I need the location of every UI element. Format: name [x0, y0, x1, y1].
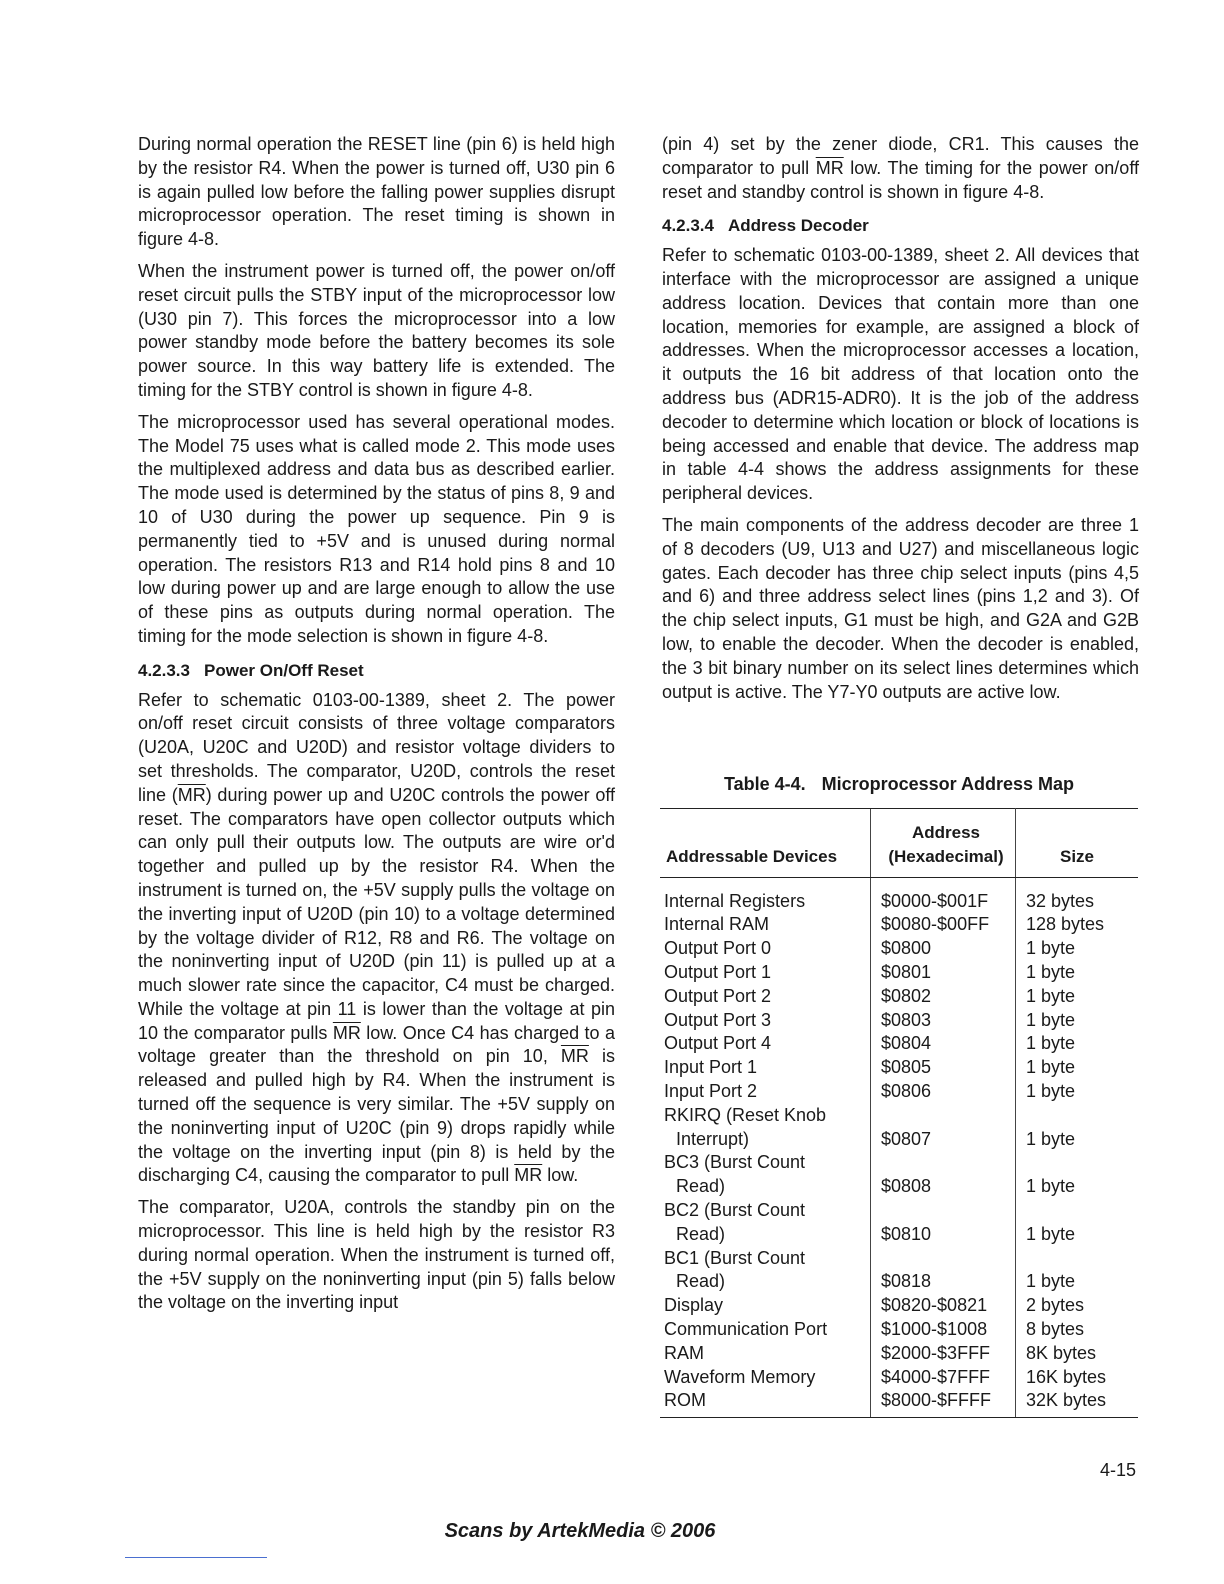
cell-address: $4000-$7FFF	[871, 1366, 1016, 1390]
cell-device	[660, 1080, 871, 1104]
text: is released and pulled high by R4. When the instrument is turned off the sequence is very similar. The +5V supply on the noninverting input of U20C (pin 9) drops rapidly while the voltage on the inverting input (pin 8) is held by the discharging C4, causing the comparator to pull	[138, 1046, 615, 1186]
cell-device	[660, 877, 871, 913]
table-row	[660, 1151, 1138, 1199]
device-name-cont: Interrupt)	[676, 1128, 750, 1149]
table-caption	[660, 774, 1138, 795]
device-name: Output Port 3	[664, 1009, 772, 1030]
cell-device	[660, 1151, 871, 1199]
mr-signal: $\overline{MR}$	[514, 1165, 543, 1186]
section-heading	[662, 214, 1139, 238]
table-title: Microprocessor Address Map	[821, 774, 1075, 794]
cell-device	[660, 985, 871, 1009]
table-row	[660, 1342, 1138, 1366]
page-number: 4-15	[1100, 1460, 1137, 1480]
device-name: BC3 (Burst Count	[664, 1152, 806, 1173]
device-name: Communication Port	[664, 1318, 828, 1339]
text: low. Once C4 has charged to a voltage greater than the threshold on pin 10,	[138, 1022, 615, 1067]
cell-device	[660, 913, 871, 937]
table-row	[660, 1104, 1138, 1152]
section-title: Address Decoder	[728, 216, 869, 236]
device-name: Internal Registers	[664, 890, 806, 911]
header-size: Size	[1016, 809, 1139, 878]
cell-size: 128 bytes	[1026, 914, 1105, 935]
header-address	[871, 809, 1016, 878]
mr-signal: $\overline{MR}$	[560, 1046, 589, 1067]
text: low.	[542, 1165, 579, 1186]
cell-size: 16K bytes	[1026, 1366, 1107, 1387]
paragraph: The main components of the address decoder are three 1 of 8 decoders (U9, U13 and U27) and miscellaneous logic gates. Each decoder has three chip select inputs (pins 4,5 and 6) and three address select lines (pins 1,2 and 3). Of the chip select inputs, G1 must be high, and G2A and G2B low, to enable the decoder. When the decoder is enabled, the 3 bit binary number on its select lines determines which output is active. The Y7-Y0 outputs are active low.	[662, 514, 1139, 702]
text: (pin 4) set by the zener diode, CR1. This causes the comparator to pull	[662, 134, 1139, 178]
device-name: Output Port 2	[664, 985, 772, 1006]
cell-size: 1 byte	[1026, 961, 1076, 982]
device-name-cont: Read)	[676, 1223, 726, 1244]
header-devices: Addressable Devices	[660, 809, 871, 878]
table-row	[660, 1009, 1138, 1033]
cell-address: $0801	[871, 961, 1016, 985]
cell-size: 1 byte	[1026, 938, 1076, 959]
paragraph: Refer to schematic 0103-00-1389, sheet 2. All devices that interface with the microprocessor are assigned a unique address location. Devices that contain more than one location, memories for example, are assigned a block of addresses. When the microprocessor accesses a location, it outputs the 16 bit address of that location onto the address bus (ADR15-ADR0). It is the job of the address decoder to determine which location or block of locations is being accessed and enable that device. The address map in table 4-4 shows the address assignments for these peripheral devices.	[662, 245, 1139, 504]
text: ) during power up and U20C controls the power off reset. The comparators have open collector outputs which can only pull their outputs low. The outputs are wire or'd together and pulled up by the resistor R4. When the instrument is turned on, the +5V supply pulls the voltage on the inverting input of U20D (pin 10) to a voltage determined by the voltage divider of R12, R8 and R6. The voltage on the noninverting input of U20D (pin 11) is pulled up at a much slower rate since the capacitor, C4 must be charged. While the voltage at pin 11 is lower than the voltage at pin 10 the comparator pulls	[138, 784, 616, 1043]
paragraph: The microprocessor used has several operational modes. The Model 75 uses what is called mode 2. This mode uses the multiplexed address and data bus as described earlier. The mode used is determined by the status of pins 8, 9 and 10 of U30 during the power up sequence. Pin 9 is permanently tied to +5V and is unused during normal operation. The resistors R13 and R14 hold pins 8 and 10 low during power up and are large enough to allow the use of these pins as outputs during normal operation. The timing for the mode selection is shown in figure 4-8.	[138, 411, 615, 646]
cell-device	[660, 1294, 871, 1318]
table-row	[660, 1080, 1138, 1104]
cell-device	[660, 1318, 871, 1342]
device-name: RAM	[664, 1342, 704, 1363]
cell-address: $0803	[871, 1009, 1016, 1033]
text: Refer to schematic 0103-00-1389, sheet 2. The power on/off reset circuit consists of three voltage comparators (U20A, U20C and U20D) and resistor voltage dividers to set thresholds. The comparator, U20D, controls the reset line (	[138, 689, 615, 805]
cell-size: 1 byte	[1026, 1080, 1076, 1101]
right-column	[662, 133, 1139, 712]
cell-address: $1000-$1008	[871, 1318, 1016, 1342]
table-row	[660, 1389, 1138, 1417]
header-address-line1: Address	[911, 823, 981, 842]
cell-device	[660, 1009, 871, 1033]
paragraph	[662, 133, 1139, 204]
table-row	[660, 1318, 1138, 1342]
mr-signal: $\overline{MR}$	[177, 784, 206, 805]
table-row	[660, 877, 1138, 913]
cell-device	[660, 1199, 871, 1247]
cell-size: 1 byte	[1026, 1033, 1076, 1054]
device-name: Input Port 2	[664, 1080, 758, 1101]
left-column	[138, 133, 615, 1323]
cell-address: $2000-$3FFF	[871, 1342, 1016, 1366]
cell-device	[660, 1104, 871, 1152]
cell-address: $0804	[871, 1032, 1016, 1056]
section-heading	[138, 659, 615, 683]
text: low. The timing for the power on/off reset and standby control is shown in figure 4-8.	[662, 157, 1139, 202]
cell-address: $0000-$001F	[871, 877, 1016, 913]
cell-size: 1 byte	[1026, 1176, 1076, 1197]
cell-address: $0080-$00FF	[871, 913, 1016, 937]
footer-credit: Scans by ArtekMedia © 2006	[444, 1520, 716, 1542]
cell-address: $0818	[871, 1247, 1016, 1295]
mr-signal: $\overline{MR}$	[332, 1022, 361, 1043]
device-name: Input Port 1	[664, 1057, 758, 1078]
device-name: RKIRQ (Reset Knob	[664, 1104, 827, 1125]
device-name: Output Port 1	[664, 961, 772, 982]
cell-address: $0806	[871, 1080, 1016, 1104]
mr-signal: $\overline{MR}$	[815, 157, 844, 178]
cell-size: 8K bytes	[1026, 1342, 1097, 1363]
cell-device	[660, 937, 871, 961]
device-name: Display	[664, 1295, 724, 1316]
cell-size: 1 byte	[1026, 1223, 1076, 1244]
table-row	[660, 937, 1138, 961]
device-name: ROM	[664, 1390, 706, 1411]
header-address-line2: (Hexadecimal)	[888, 846, 1004, 866]
cell-size: 8 bytes	[1026, 1318, 1085, 1339]
section-number: 4.2.3.4	[662, 216, 714, 236]
cell-device	[660, 1389, 871, 1417]
cell-device	[660, 1056, 871, 1080]
cell-address: $0802	[871, 985, 1016, 1009]
section-title: Power On/Off Reset	[204, 660, 364, 680]
cell-size: 1 byte	[1026, 1271, 1076, 1292]
table-row	[660, 1366, 1138, 1390]
cell-address: $0807	[871, 1104, 1016, 1152]
address-map-table	[660, 808, 1138, 1418]
paragraph: The comparator, U20A, controls the standby pin on the microprocessor. This line is held high by the resistor R3 during normal operation. When the instrument is turned off, the +5V supply on the noninverting input (pin 5) falls below the voltage on the inverting input	[138, 1197, 615, 1313]
cell-size: 2 bytes	[1026, 1295, 1085, 1316]
cell-size: 1 byte	[1026, 1128, 1076, 1149]
cell-device	[660, 1032, 871, 1056]
cell-size: 1 byte	[1026, 1009, 1076, 1030]
table-row	[660, 961, 1138, 985]
device-name: Output Port 0	[664, 938, 772, 959]
device-name: Waveform Memory	[664, 1366, 816, 1387]
paragraph: When the instrument power is turned off, the power on/off reset circuit pulls the STBY input of the microprocessor low (U30 pin 7). This forces the microprocessor into a low power standby mode before the battery becomes its sole power source. In this way battery life is extended. The timing for the STBY control is shown in figure 4-8.	[138, 260, 615, 400]
device-name: BC1 (Burst Count	[664, 1247, 806, 1268]
table-row	[660, 913, 1138, 937]
table-header-row	[660, 809, 1138, 878]
device-name-cont: Read)	[676, 1176, 726, 1197]
paragraph: During normal operation the RESET line (pin 6) is held high by the resistor R4. When the power is turned off, U30 pin 6 is again pulled low before the falling power supplies disrupt microprocessor operation. The reset timing is shown in figure 4-8.	[138, 134, 615, 250]
device-name: BC2 (Burst Count	[664, 1199, 806, 1220]
table-number: Table 4-4.	[723, 774, 806, 794]
table-row	[660, 1294, 1138, 1318]
table-row	[660, 1199, 1138, 1247]
device-name: Output Port 4	[664, 1033, 772, 1054]
cell-size: 32 bytes	[1026, 890, 1095, 911]
cell-address: $0810	[871, 1199, 1016, 1247]
cell-device	[660, 1247, 871, 1295]
device-name: Internal RAM	[664, 914, 770, 935]
cell-address: $0820-$0821	[871, 1294, 1016, 1318]
cell-size: 1 byte	[1026, 985, 1076, 1006]
cell-device	[660, 1342, 871, 1366]
table-row	[660, 985, 1138, 1009]
cell-device	[660, 1366, 871, 1390]
table-row	[660, 1247, 1138, 1295]
section-number: 4.2.3.3	[138, 660, 190, 680]
cell-address: $8000-$FFFF	[871, 1389, 1016, 1417]
table-row	[660, 1032, 1138, 1056]
cell-address: $0808	[871, 1151, 1016, 1199]
cell-size: 32K bytes	[1016, 1389, 1139, 1417]
paragraph	[138, 689, 615, 1189]
cell-device	[660, 961, 871, 985]
cell-address: $0805	[871, 1056, 1016, 1080]
cell-size: 1 byte	[1026, 1057, 1076, 1078]
device-name-cont: Read)	[676, 1271, 726, 1292]
cell-address: $0800	[871, 937, 1016, 961]
table-row	[660, 1056, 1138, 1080]
footer-rule	[125, 1557, 267, 1558]
